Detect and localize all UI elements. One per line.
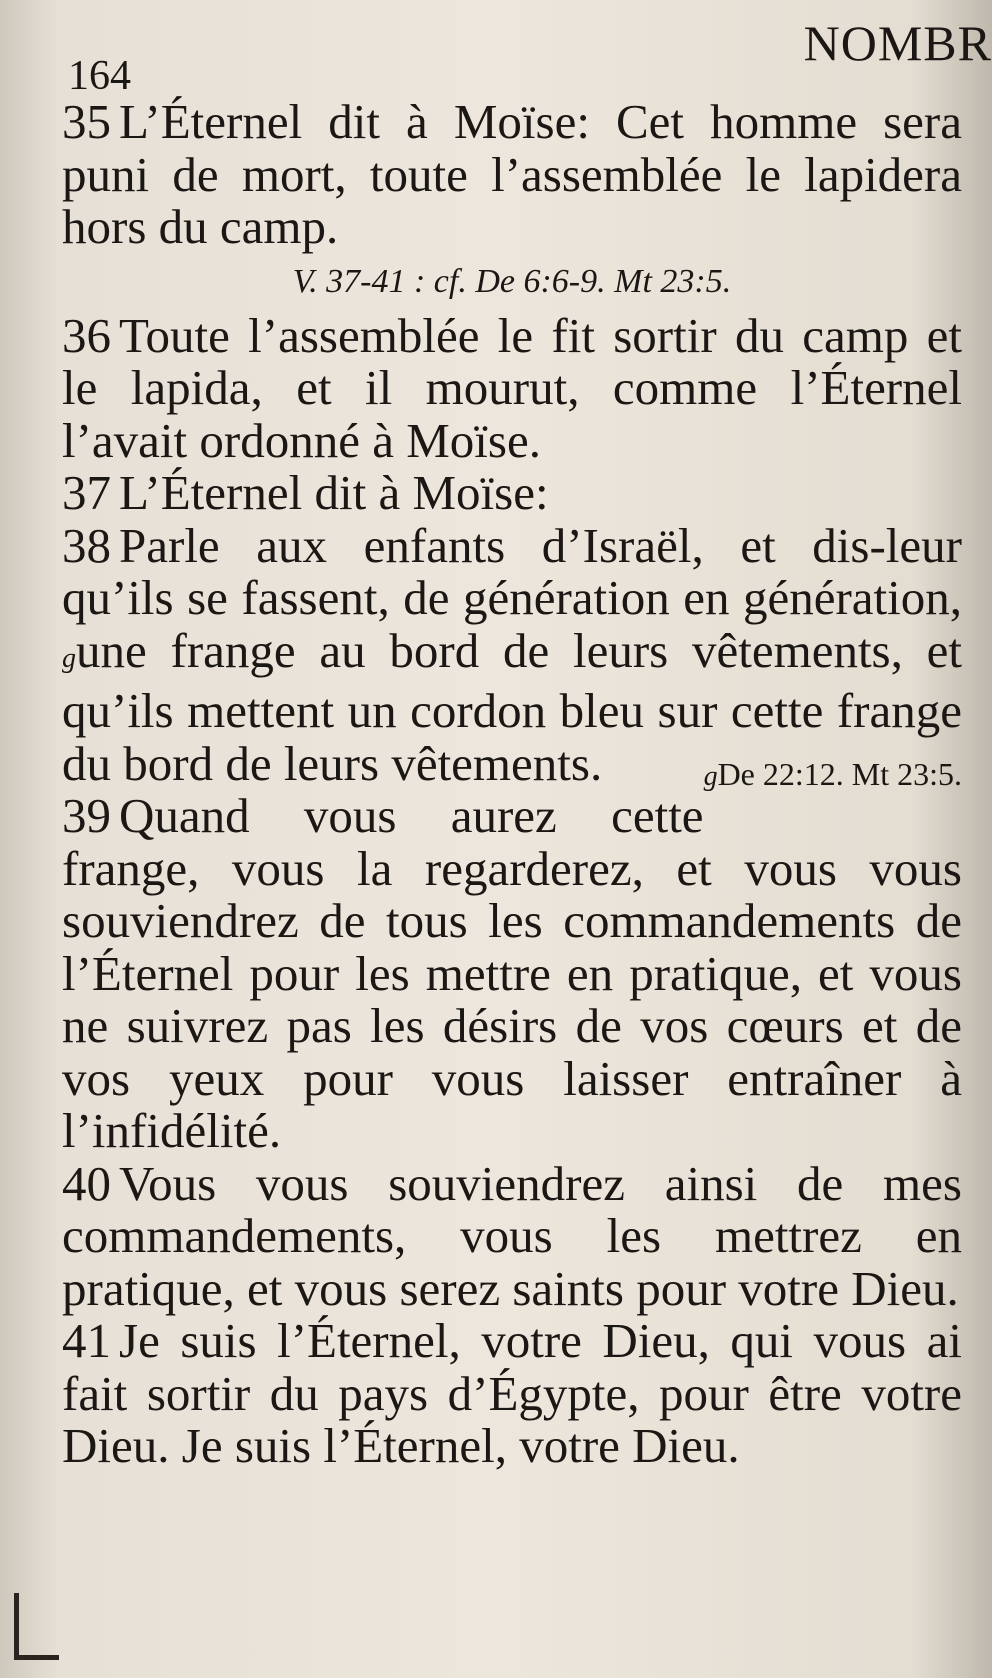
verse-37 — [62, 467, 962, 520]
verse-text: L’Éternel dit à Moïse: Cet homme sera puni de mort, toute l’assemblée le lapidera hors du camp. — [62, 94, 962, 254]
verse-40 — [62, 1155, 962, 1316]
verse-text: Vous vous souviendrez ainsi de mes commandements, vous les mettrez en pratique, et vous serez saints pour votre Dieu. — [62, 1155, 962, 1316]
verse-text: Toute l’assemblée le fit sortir du camp et le lapida, et il mourut, comme l’Éternel l’avait ordonné à Moïse. — [62, 307, 962, 468]
verse-text: Je suis l’Éternel, votre Dieu, qui vous ai fait sortir du pays d’Égypte, pour être votre Dieu. Je suis l’Éternel, votre Dieu. — [62, 1313, 962, 1473]
verse-number: 35 — [62, 94, 111, 149]
verse-number: 40 — [62, 1155, 111, 1211]
verse-38 — [62, 517, 962, 792]
verse-36 — [62, 307, 962, 468]
cross-reference-note: V. 37-41 : cf. De 6:6-9. Mt 23:5. — [292, 262, 732, 300]
verse-number: 38 — [62, 517, 111, 573]
verse-41 — [62, 1315, 962, 1473]
verse-number: 37 — [62, 465, 111, 520]
verse-35 — [62, 96, 962, 254]
text-column — [62, 96, 962, 1473]
reference-marker: g — [703, 760, 718, 792]
running-header-book: NOMBR — [803, 15, 992, 71]
verse-39 — [62, 790, 962, 1158]
page-number: 164 — [68, 53, 131, 99]
verse-number: 36 — [62, 307, 111, 363]
footnote-marker: g — [62, 642, 76, 674]
verse-text: L’Éternel dit à Moïse: — [119, 465, 549, 520]
reference-text: De 22:12. Mt 23:5. — [717, 755, 962, 792]
verse-text-before: Parle aux enfants d’Israël, et dis-leur qu’ils se fassent, de génération en génération, — [62, 517, 962, 625]
verse-text-after: une frange au bord de leurs vêtements, et qu’ils mettent un cordon bleu sur cette frange du bord de leurs vêtements. — [62, 622, 962, 791]
verse-number: 39 — [62, 788, 111, 843]
corner-crop-mark — [14, 1593, 59, 1660]
verse-number: 41 — [62, 1313, 111, 1368]
inline-reference — [704, 748, 962, 804]
verse-text: Quand vous aurez cette frange, vous la regarderez, et vous vous souviendrez de tous les commandements de l’Éternel pour les mettre en pratique, et vous ne suivrez pas les désirs de vos cœurs et de vos yeux pour vous laisser entraîner à l’infidélité. — [62, 788, 962, 1158]
